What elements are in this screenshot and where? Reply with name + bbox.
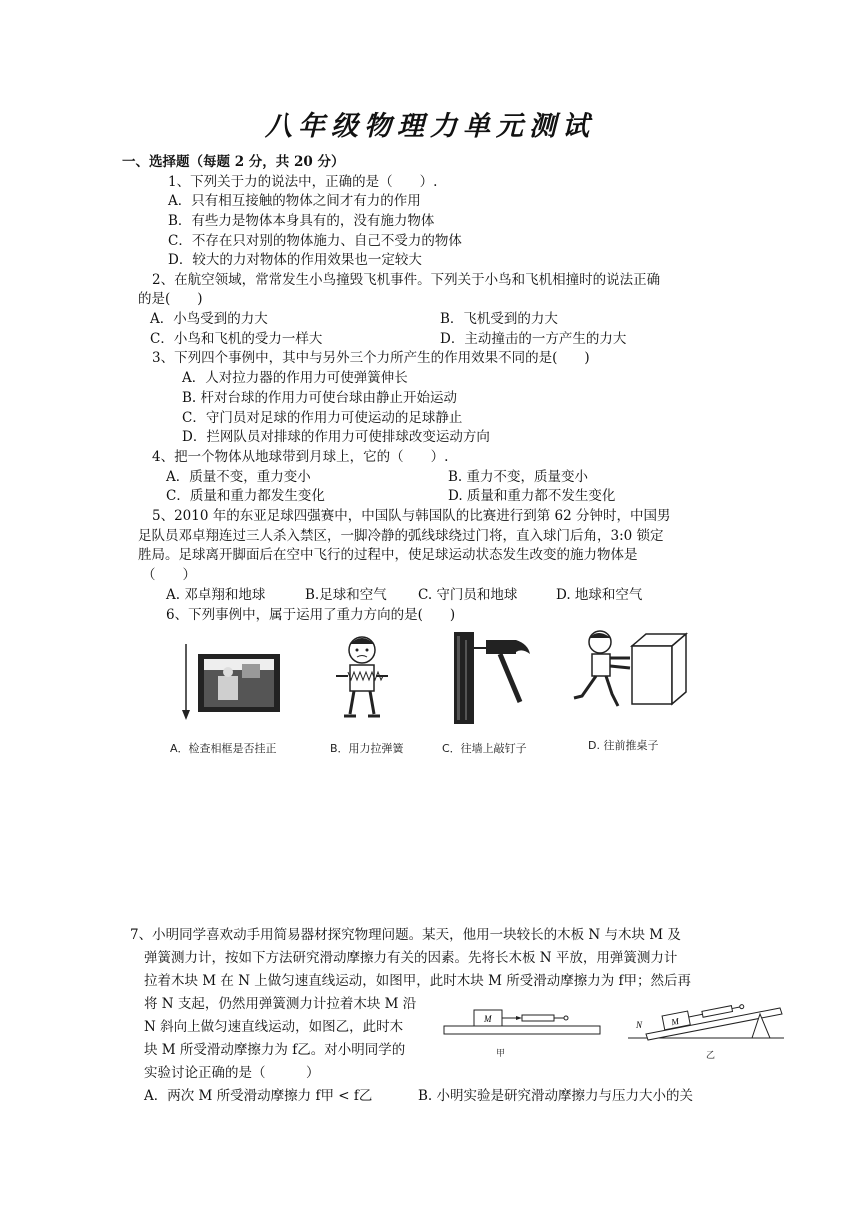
q2-option-c: C．小鸟和飞机的受力一样大	[150, 331, 323, 347]
q7-line3: 拉着木块 M 在 N 上做匀速直线运动，如图甲，此时木块 M 所受滑动摩擦力为 f甲；然后再	[144, 973, 691, 989]
q7-line1: 7、小明同学喜欢动手用简易器材探究物理问题。某天，他用一块较长的木板 N 与木块 M 及	[130, 927, 681, 943]
q3-option-c: C．守门员对足球的作用力可使运动的足球静止	[182, 410, 463, 426]
figure-yi-label: 乙	[706, 1051, 716, 1061]
q2-option-b: B．飞机受到的力大	[440, 311, 558, 327]
q2-option-d: D．主动撞击的一方产生的力大	[440, 331, 627, 347]
label-n-yi: N	[636, 1020, 643, 1030]
q7-line4: 将 N 支起，仍然用弹簧测力计拉着木块 M 沿	[144, 996, 417, 1012]
figure-jia-flat-board	[440, 1004, 610, 1038]
picture-frame-plumb-image	[178, 640, 288, 724]
q4-option-b: B. 重力不变，质量变小	[448, 469, 589, 485]
q7-line5: N 斜向上做匀速直线运动，如图乙，此时木	[144, 1019, 404, 1035]
figure-jia-label: 甲	[496, 1049, 506, 1059]
q1-stem: 1、下列关于力的说法中，正确的是（ ）.	[168, 174, 438, 190]
figure-yi-inclined-board	[624, 994, 788, 1042]
q6-caption-d: D. 往前推桌子	[588, 739, 659, 752]
q5-option-b: B.足球和空气	[305, 587, 387, 603]
q3-option-b: B. 杆对台球的作用力可使台球由静止开始运动	[182, 390, 458, 406]
q6-caption-b: B．用力拉弹簧	[330, 742, 404, 755]
q1-option-c: C．不存在只对别的物体施力、自己不受力的物体	[168, 233, 462, 249]
q7-option-a: A．两次 M 所受滑动摩擦力 f甲 < f乙	[144, 1088, 373, 1104]
spring-pull-image	[328, 632, 396, 722]
section-heading: 一、选择题（每题 2 分，共 20 分）	[122, 154, 345, 170]
q7-line2: 弹簧测力计，按如下方法研究滑动摩擦力有关的因素。先将长木板 N 平放，用弹簧测力计	[144, 950, 678, 966]
q1-option-a: A．只有相互接触的物体之间才有力的作用	[168, 193, 421, 209]
label-m-yi: M	[670, 1016, 680, 1028]
q5-option-d: D. 地球和空气	[556, 587, 643, 603]
q2-option-a: A．小鸟受到的力大	[150, 311, 268, 327]
q4-option-a: A．质量不变，重力变小	[166, 469, 311, 485]
q5-option-a: A. 邓卓翔和地球	[166, 587, 266, 603]
hammer-nail-image	[452, 630, 534, 726]
q7-option-b: B. 小明实验是研究滑动摩擦力与压力大小的关	[418, 1088, 694, 1104]
q4-stem: 4、把一个物体从地球带到月球上，它的（ ）.	[152, 449, 449, 465]
q1-option-d: D．较大的力对物体的作用效果也一定较大	[168, 252, 422, 268]
q5-line3: 胜局。足球离开脚面后在空中飞行的过程中，使足球运动状态发生改变的施力物体是	[138, 547, 638, 563]
q5-option-c: C. 守门员和地球	[418, 587, 518, 603]
q3-option-a: A．人对拉力器的作用力可使弹簧伸长	[182, 370, 408, 386]
q5-line4: （ ）	[142, 567, 196, 583]
q3-stem: 3、下列四个事例中，其中与另外三个力所产生的作用效果不同的是( )	[152, 350, 590, 366]
q5-line1: 5、2010 年的东亚足球四强赛中，中国队与韩国队的比赛进行到第 62 分钟时，中国男	[152, 508, 671, 524]
push-desk-image	[568, 628, 692, 714]
page-title: 八年级物理力单元测试	[265, 111, 595, 142]
label-m-jia: M	[484, 1014, 492, 1024]
q2-stem-line2: 的是( )	[138, 291, 203, 307]
q2-stem-line1: 2、在航空领域，常常发生小鸟撞毁飞机事件。下列关于小鸟和飞机相撞时的说法正确	[152, 272, 661, 288]
q6-stem: 6、下列事例中，属于运用了重力方向的是( )	[166, 607, 456, 623]
q6-caption-c: C．往墙上敲钉子	[442, 742, 527, 755]
q4-option-d: D. 质量和重力都不发生变化	[448, 488, 616, 504]
q5-line2: 足队员邓卓翔连过三人杀入禁区，一脚冷静的弧线球绕过门将，直入球门后角，3:0 锁定	[138, 528, 664, 544]
q7-line6: 块 M 所受滑动摩擦力为 f乙。对小明同学的	[144, 1042, 406, 1058]
q4-option-c: C．质量和重力都发生变化	[166, 488, 325, 504]
q3-option-d: D．拦网队员对排球的作用力可使排球改变运动方向	[182, 429, 490, 445]
q7-line7: 实验讨论正确的是（ ）	[144, 1065, 320, 1081]
q6-caption-a: A．检查相框是否挂正	[170, 742, 277, 755]
q1-option-b: B．有些力是物体本身具有的，没有施力物体	[168, 213, 435, 229]
